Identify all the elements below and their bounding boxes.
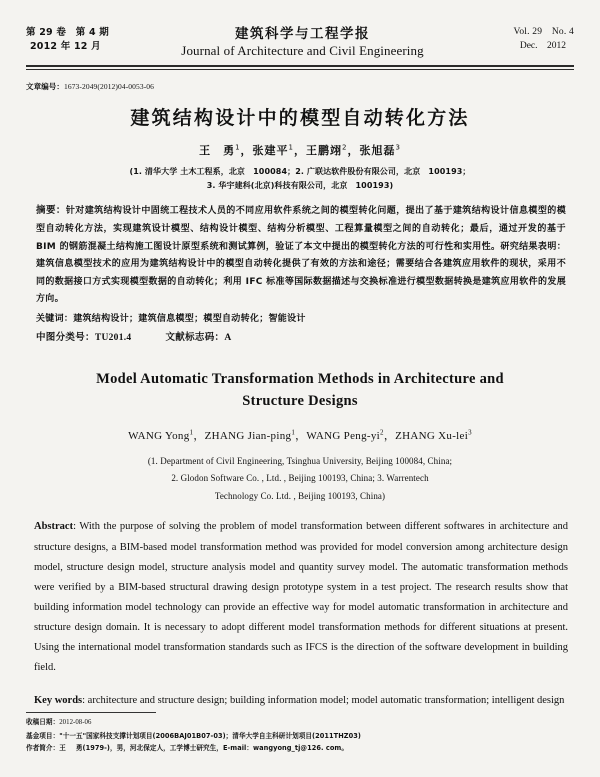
- author-2-affil-marker: 1: [288, 143, 294, 152]
- author-1-affil-marker: 1: [235, 143, 241, 152]
- author-en-3-marker: 2: [380, 428, 384, 437]
- affiliation-cn-line-2: 3. 华宇建科(北京)科技有限公司，北京 100193): [206, 181, 394, 191]
- abstract-cn: [26, 202, 574, 308]
- received-date-row: [26, 716, 574, 730]
- title-en-line-2: Structure Designs: [242, 393, 358, 410]
- abstract-cn-text: 针对建筑结构设计中固统工程技术人员的不同应用软件系统之间的模型转化问题，提出了基于建筑结构设计信息模型的模型自动转化方法，实现建筑设计模型、结构设计模型、结构分析模型、工程算量模型之间的自动转化；最后，通过开发的基于 BIM 的钢筋混凝土结构施工图设计原型系统和测试算例，验证了本文中提出的模型转化方法的可行性和实用性。研究结果表明：建筑信息模型技术的应用为建筑结构设计中的模型自动转化提供了有效的方法和途径；需要结合各建筑应用软件的现状，采用不同的数据接口方式实现模型数据的自动转化；利用 IFC 标准等国际数据描述与交换标准进行模型数据转换是建筑应用软件的发展方向。: [36, 206, 566, 305]
- keywords-en: [26, 691, 574, 711]
- article-number: [26, 81, 574, 92]
- clc-value: TU201.4: [94, 333, 132, 344]
- article-number-label: 文章编号：: [26, 81, 64, 91]
- keywords-cn-text: 建筑结构设计；建筑信息模型；模型自动转化；智能设计: [73, 313, 306, 324]
- masthead-volume-line-en: Vol. 29 No. 4: [513, 27, 574, 37]
- author-en-1-marker: 1: [189, 428, 194, 437]
- masthead: [26, 0, 574, 60]
- abstract-en-label: Abstract: [34, 521, 74, 533]
- masthead-date-line-en: Dec. 2012: [519, 40, 566, 51]
- keywords-cn: [26, 311, 574, 329]
- masthead-date-line-cn: 2012 年 12 月: [30, 40, 101, 52]
- classification-cn: [26, 329, 574, 348]
- author-en-4-marker: 3: [468, 428, 472, 437]
- author-1-given: 勇: [223, 144, 236, 158]
- document-code-value: A: [224, 333, 232, 344]
- keywords-cn-label: 关键词：: [36, 313, 74, 324]
- fund-project-value: "十一五"国家科技支撑计划项目(2006BAJ01B07-03)；清华大学自主科研计划项目(2011THZ03): [59, 731, 361, 740]
- affiliations-en: [26, 453, 574, 506]
- author-3-name: ，王鹏翊: [294, 144, 342, 158]
- author-en-2-marker: 1: [291, 428, 296, 437]
- article-number-value: 1673-2049(2012)04-0053-06: [64, 81, 154, 91]
- author-bio-row: [26, 742, 574, 754]
- masthead-volume-en: [459, 26, 574, 54]
- author-en-2: ，ZHANG Jian-ping: [193, 429, 292, 442]
- fund-project-label: 基金项目：: [26, 731, 60, 740]
- affiliation-en-line-1: (1. Department of Civil Engineering, Tsinghua University, Beijing 100084, China;: [147, 455, 453, 466]
- author-bio-given: 勇: [75, 743, 83, 752]
- journal-title-en: Journal of Architecture and Civil Engineering: [181, 42, 424, 58]
- affiliation-en-line-2: 2. Glodon Software Co. , Ltd. , Beijing 100193, China; 3. Warrentech: [171, 473, 429, 484]
- journal-title-cn: 建筑科学与工程学报: [235, 26, 370, 42]
- author-3-affil-marker: 2: [342, 143, 348, 152]
- affiliation-cn-line-1: (1. 清华大学 土木工程系，北京 100084；2. 广联达软件股份有限公司，北京 100193；: [129, 167, 471, 177]
- author-bio-surname: 王: [59, 743, 66, 752]
- author-bio-label: 作者简介：: [26, 743, 60, 752]
- footnotes: [26, 716, 574, 754]
- received-date-label: 收稿日期：: [26, 718, 60, 726]
- document-code-label: 文献标志码：: [165, 332, 225, 344]
- masthead-volume-line1: 第 29 卷 第 4 期: [26, 27, 109, 38]
- masthead-volume-cn: [26, 26, 146, 54]
- authors-en: [26, 427, 574, 443]
- footnote-divider: [26, 712, 156, 713]
- author-en-3: ，WANG Peng-yi: [295, 429, 380, 442]
- authors-cn: [26, 142, 574, 158]
- title-en-line-1: Model Automatic Transformation Methods in Architecture and: [96, 370, 504, 387]
- author-4-name: ，张旭磊: [347, 144, 396, 158]
- masthead-journal-title: [146, 26, 459, 60]
- masthead-divider: [26, 65, 574, 70]
- clc-label: 中图分类号：: [36, 332, 95, 344]
- received-date-value: 2012-08-06: [59, 719, 92, 726]
- author-2-name: ，张建平: [240, 144, 289, 158]
- abstract-cn-label: 摘要：: [36, 205, 66, 217]
- abstract-en: [26, 517, 574, 678]
- author-bio-value: (1979-)，男，河北保定人，工学博士研究生，E-mail：wangyong_tj@126. com。: [82, 743, 348, 752]
- keywords-en-text: : architecture and structure design; building information model; model automatic transformation; intelligent design: [82, 694, 565, 706]
- author-4-affil-marker: 3: [395, 143, 401, 152]
- author-1-surname: 王: [199, 144, 212, 158]
- abstract-en-text: : With the purpose of solving the problem of model transformation between different softwares in architecture and structure designs, a BIM-based model transformation method was provided for model conversion among architecture design model, structure design model, structure analysis model and quantity survey model. The automatic transformation methods were verified by a BIM-based structural drawing design prototype system in a test project. The research results show that building information model technology can provide an effective way for model automatic transformation in architecture and structure design domain. It is necessary to adopt different model transformation methods for different situations at present. Using the international model transformation standards such as IFCS is the direction of the software development in building field.: [34, 521, 568, 674]
- affiliation-en-line-3: Technology Co. Ltd. , Beijing 100193, China): [214, 490, 386, 501]
- fund-project-row: [26, 730, 574, 742]
- author-en-1: WANG Yong: [128, 429, 190, 442]
- page-content: [26, 0, 574, 711]
- affiliations-cn: [26, 165, 574, 193]
- page-title-cn: 建筑结构设计中的模型自动转化方法: [130, 106, 470, 129]
- keywords-en-label: Key words: [34, 694, 83, 706]
- page-title-en: [26, 368, 574, 413]
- author-en-4: ，ZHANG Xu-lei: [383, 429, 469, 442]
